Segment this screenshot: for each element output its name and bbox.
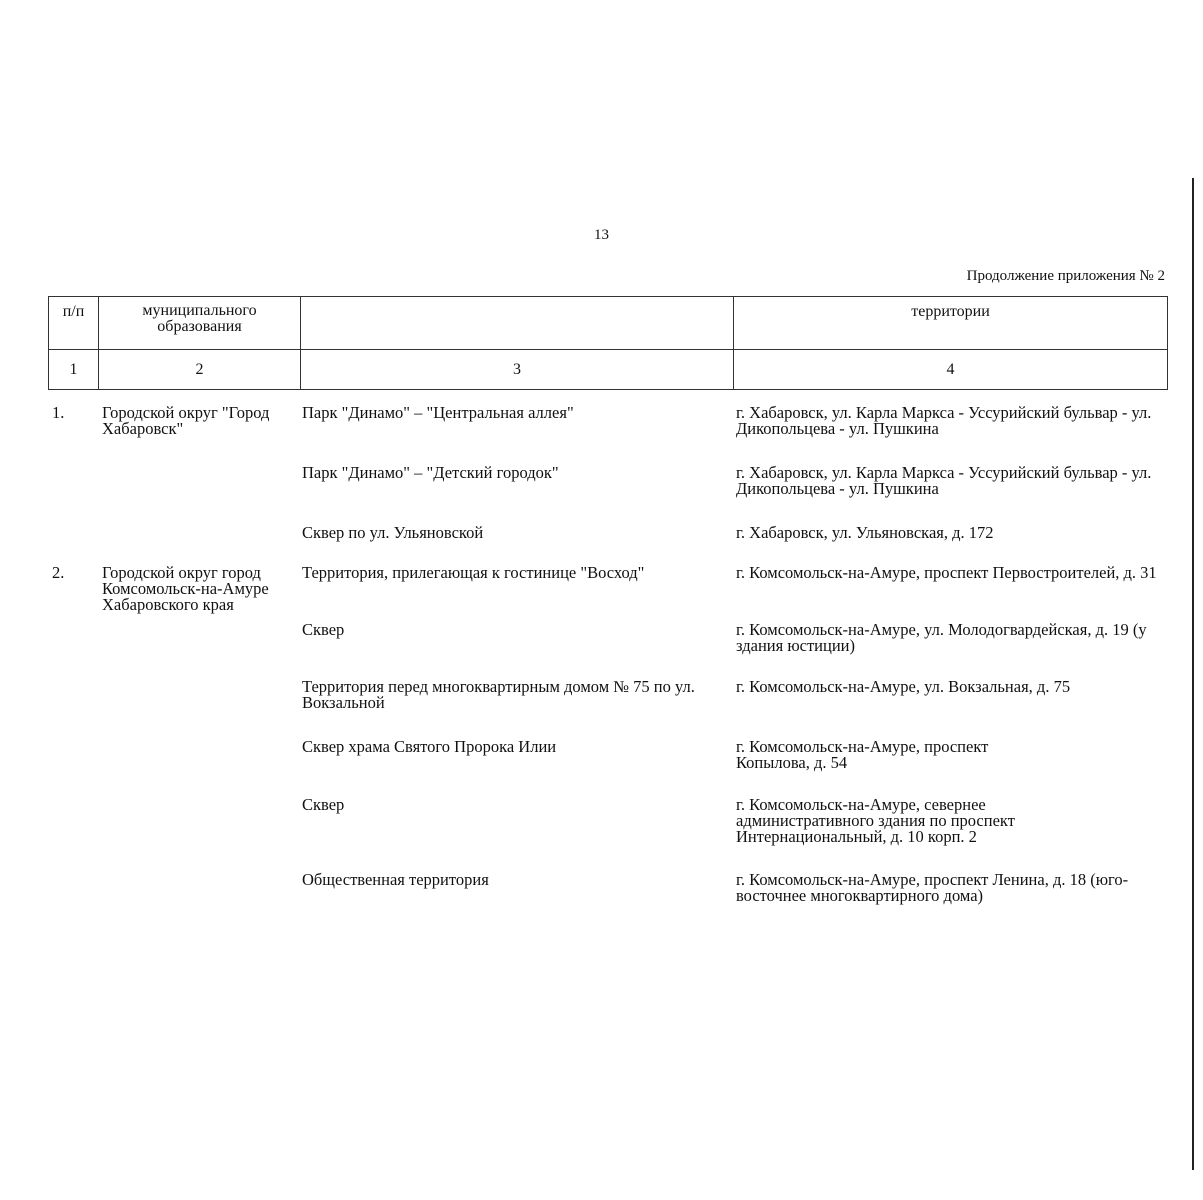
page-edge-line [1192, 178, 1194, 1170]
header-cell-object [301, 297, 734, 350]
row-number: 2. [52, 563, 65, 582]
row-number: 1. [52, 403, 65, 422]
object-address: г. Хабаровск, ул. Карла Маркса - Уссурийский бульвар - ул. Дикопольцева - ул. Пушкина [736, 463, 1152, 498]
object-address: г. Хабаровск, ул. Ульяновская, д. 172 [736, 523, 994, 542]
object-address: г. Комсомольск-на-Амуре, ул. Молодогвардейская, д. 19 (у здания юстиции) [736, 620, 1147, 655]
header-cell-territory: территории [734, 297, 1168, 350]
column-number-3: 3 [301, 350, 734, 390]
header-row-titles [49, 297, 1168, 350]
column-number-2: 2 [99, 350, 301, 390]
table-header [48, 296, 1168, 390]
object-address: г. Комсомольск-на-Амуре, проспект Первостроителей, д. 31 [736, 563, 1157, 582]
header-cell-municipality: муниципального образования [99, 297, 301, 350]
object-name: Сквер [302, 620, 345, 639]
object-name: Сквер по ул. Ульяновской [302, 523, 484, 542]
column-number-1: 1 [49, 350, 99, 390]
municipality-name: Городской округ "Город Хабаровск" [102, 403, 270, 438]
object-name: Парк "Динамо" – "Центральная аллея" [302, 403, 574, 422]
object-address: г. Хабаровск, ул. Карла Маркса - Уссурийский бульвар - ул. Дикопольцева - ул. Пушкина [736, 403, 1152, 438]
object-address: г. Комсомольск-на-Амуре, проспект Копылова, д. 54 [736, 737, 989, 772]
continuation-note: Продолжение приложения № 2 [966, 268, 1165, 284]
header-row-column-numbers [49, 350, 1168, 390]
object-address: г. Комсомольск-на-Амуре, проспект Ленина, д. 18 (юго-восточнее многоквартирного дома) [736, 870, 1129, 905]
header-cell-number: п/п [49, 297, 99, 350]
object-name: Сквер храма Святого Пророка Илии [302, 737, 557, 756]
object-name: Общественная территория [302, 870, 489, 889]
object-name: Территория перед многоквартирным домом № 75 по ул. Вокзальной [302, 677, 695, 712]
municipality-name: Городской округ город Комсомольск-на-Амуре Хабаровского края [102, 563, 269, 614]
object-name: Сквер [302, 795, 345, 814]
page-number: 13 [594, 227, 609, 243]
column-number-4: 4 [734, 350, 1168, 390]
object-address: г. Комсомольск-на-Амуре, ул. Вокзальная, д. 75 [736, 677, 1071, 696]
object-name: Территория, прилегающая к гостинице "Восход" [302, 563, 645, 582]
object-name: Парк "Динамо" – "Детский городок" [302, 463, 559, 482]
object-address: г. Комсомольск-на-Амуре, севернее административного здания по проспект Интернациональный, д. 10 корп. 2 [736, 795, 1015, 846]
